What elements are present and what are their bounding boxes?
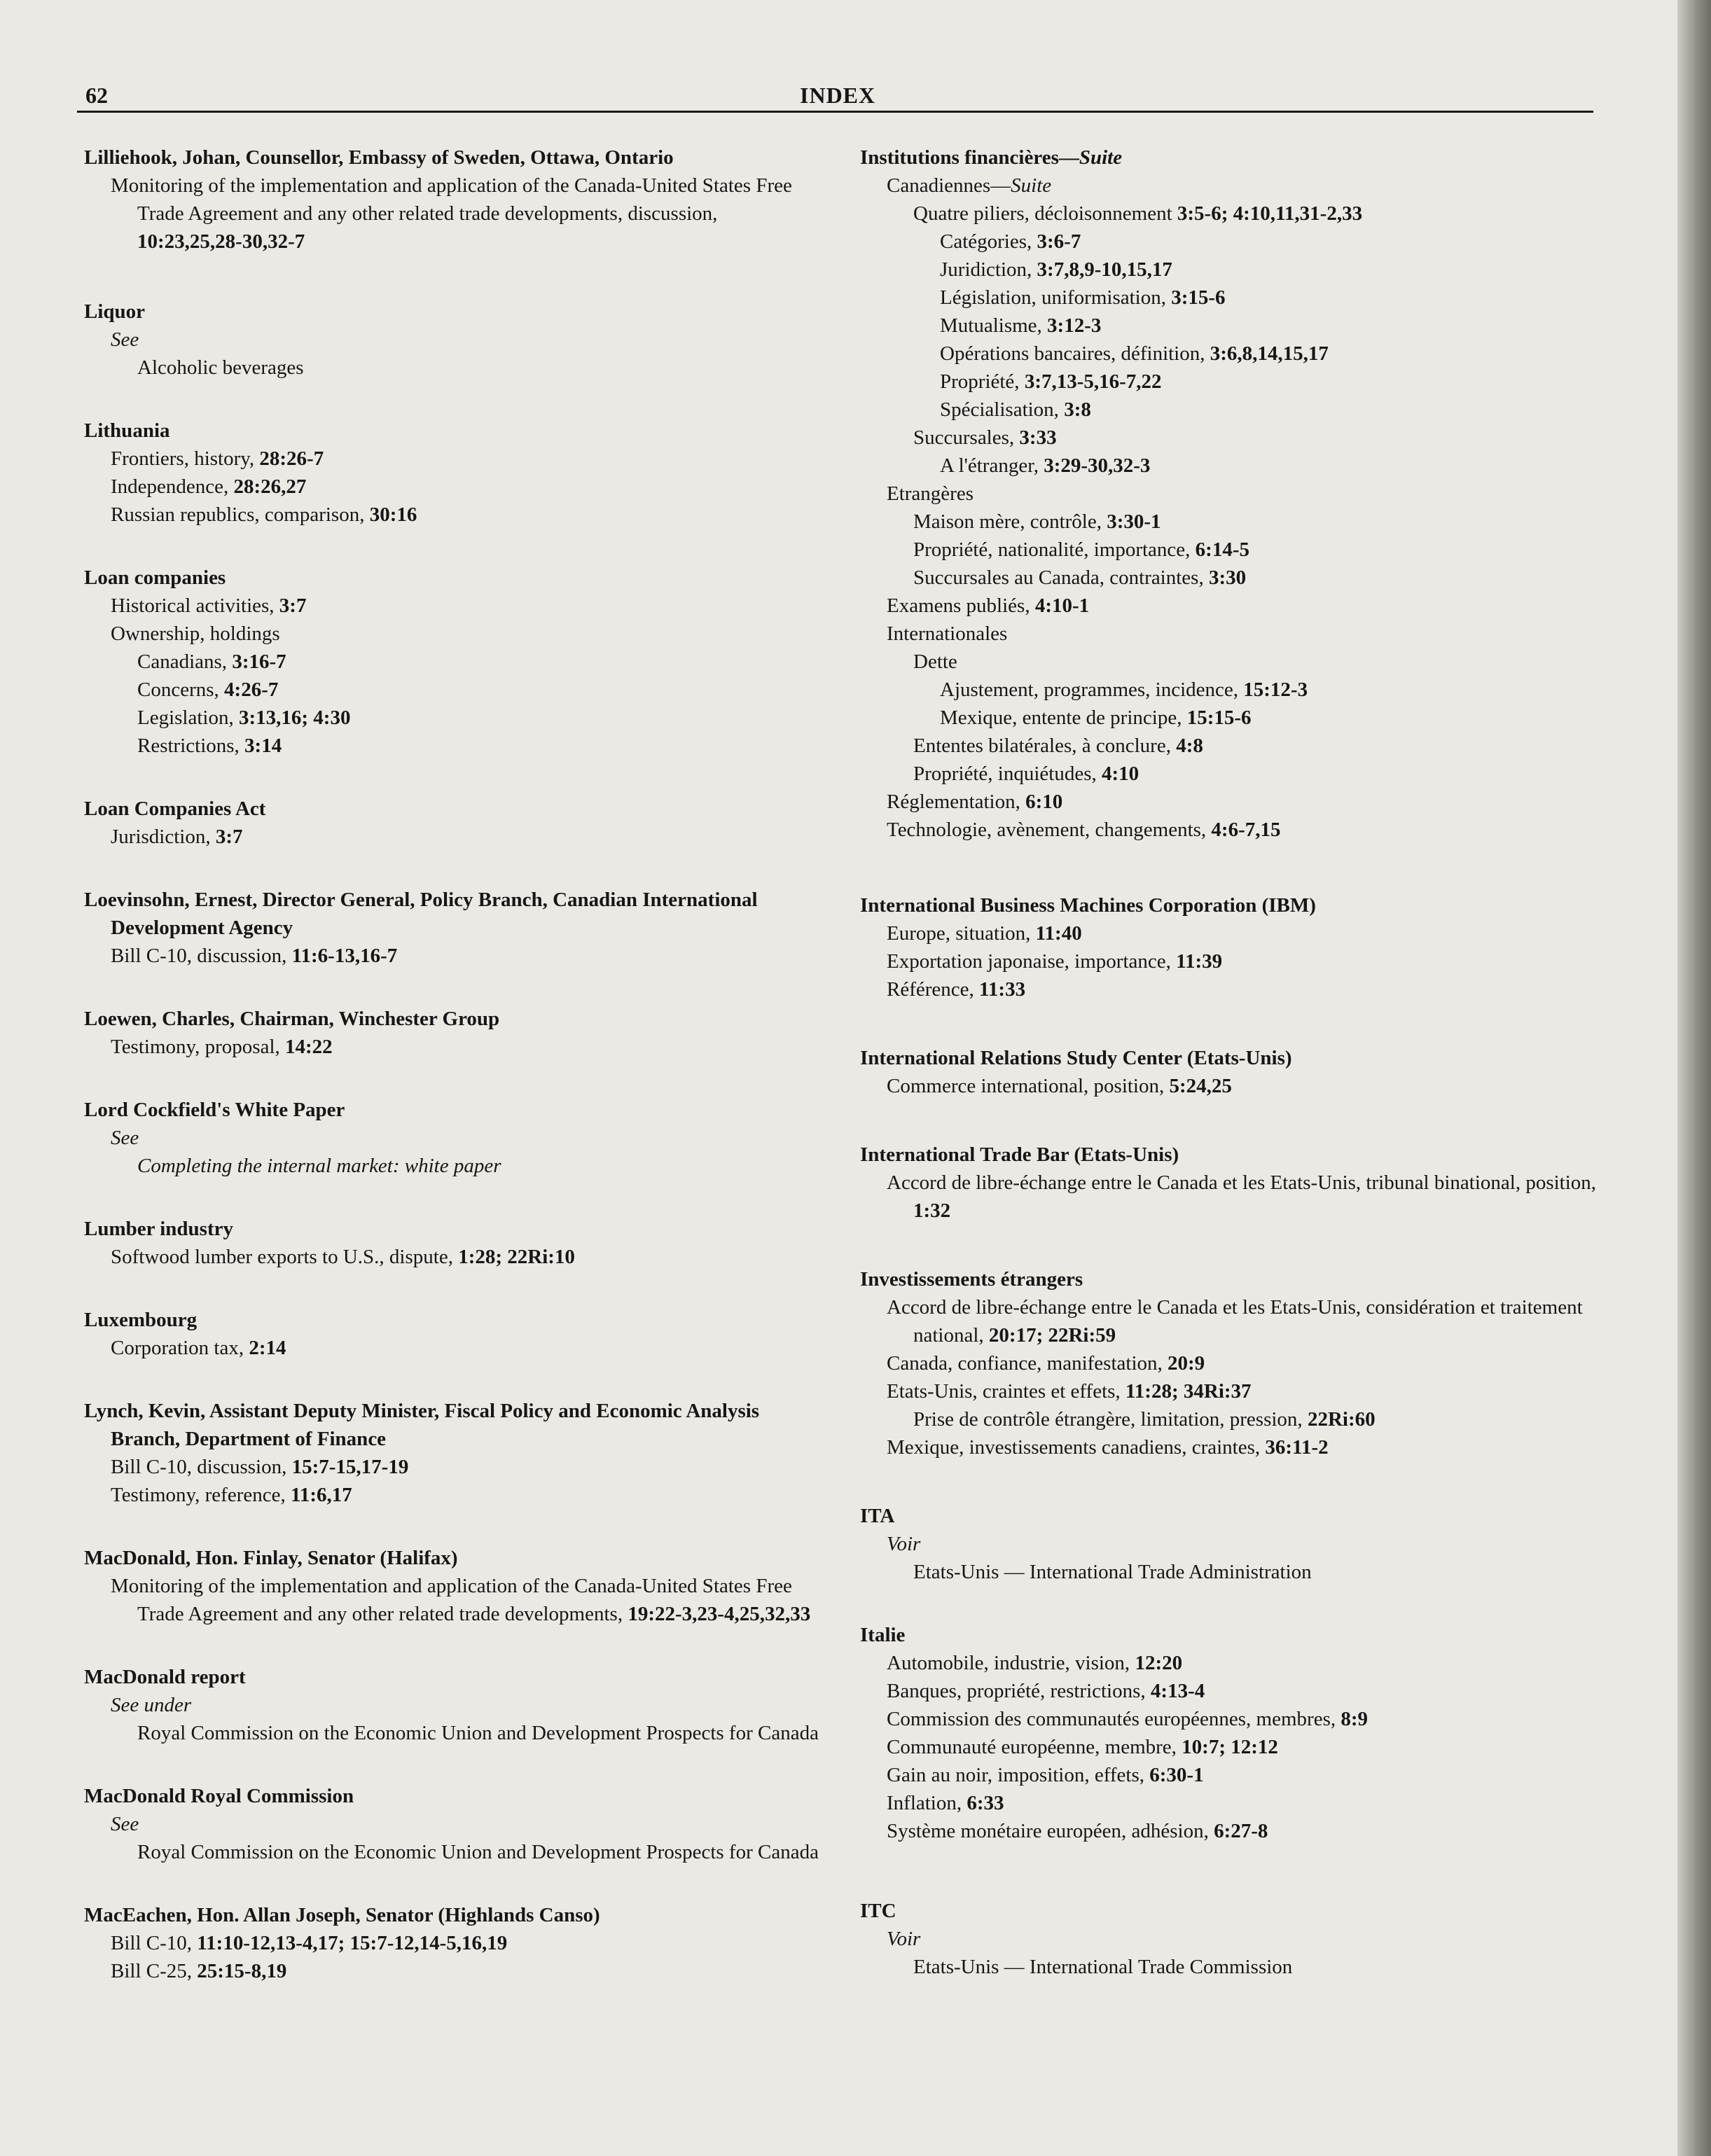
index-entry <box>860 1897 1613 1981</box>
book-spine <box>1677 0 1711 2156</box>
subentry <box>860 1789 1613 1817</box>
subentry <box>860 648 1613 676</box>
page-reference: 11:40 <box>1035 922 1082 945</box>
page-reference: 28:26-7 <box>259 447 324 470</box>
subentry <box>84 1033 826 1061</box>
subentry-text: Juridiction, <box>940 258 1037 281</box>
index-entry <box>860 1141 1613 1225</box>
page-reference: 11:33 <box>979 978 1026 1001</box>
entry-heading <box>860 1502 1613 1530</box>
entry-heading <box>84 1096 826 1124</box>
page-reference: 20:9 <box>1168 1352 1205 1375</box>
subentry-text: Monitoring of the implementation and application of the Canada-United States Free Trade Agreement and any other related trade developments, discussion, <box>111 174 792 225</box>
heading-text: Lithuania <box>84 419 170 442</box>
subentry <box>860 1677 1613 1705</box>
subentry <box>860 760 1613 788</box>
subentry-text: Concerns, <box>137 679 225 701</box>
subentry <box>84 1243 826 1271</box>
subentry <box>860 200 1613 228</box>
subentry-text: Succursales au Canada, contraintes, <box>913 566 1209 589</box>
subentry-text: Ajustement, programmes, incidence, <box>940 679 1244 701</box>
index-entry <box>84 1215 826 1271</box>
see-label: Completing the internal market: white paper <box>137 1155 501 1177</box>
subentry-text: Succursales, <box>913 426 1020 449</box>
page-reference: 15:12-3 <box>1243 679 1308 701</box>
entry-heading <box>84 886 826 942</box>
page-reference: 36:11-2 <box>1265 1436 1329 1459</box>
running-head: INDEX <box>800 83 876 108</box>
subentry-text: Maison mère, contrôle, <box>913 510 1107 533</box>
subentry-text: Catégories, <box>940 230 1037 253</box>
page-reference: 15:15-6 <box>1186 707 1252 729</box>
see-label: See under <box>111 1694 192 1716</box>
index-entry <box>84 1306 826 1362</box>
entry-heading <box>84 1901 826 1929</box>
subentry-text: Accord de libre-échange entre le Canada et les Etats-Unis, tribunal binational, position, <box>887 1171 1597 1194</box>
subentry-text: Canadiennes— <box>887 174 1011 197</box>
subentry-text: Mexique, investissements canadiens, craintes, <box>887 1436 1266 1459</box>
index-entry <box>84 1663 826 1747</box>
heading-text: International Relations Study Center (Etats-Unis) <box>860 1047 1292 1069</box>
entry-heading <box>84 1005 826 1033</box>
page-reference: 8:9 <box>1341 1708 1369 1730</box>
subentry <box>860 732 1613 760</box>
page-reference: 4:8 <box>1176 735 1203 757</box>
right-column <box>860 144 1613 1981</box>
index-entry <box>84 886 826 970</box>
index-entry <box>84 298 826 382</box>
subentry-text: Etrangères <box>887 482 974 505</box>
subentry <box>860 480 1613 508</box>
subentry <box>84 1334 826 1362</box>
left-column <box>84 144 826 1985</box>
page-reference: 1:28; 22Ri:10 <box>458 1246 575 1268</box>
heading-text: Loan Companies Act <box>84 798 266 820</box>
subentry-text: Système monétaire européen, adhésion, <box>887 1820 1214 1842</box>
subentry <box>860 172 1613 200</box>
subentry-text: Europe, situation, <box>887 922 1036 945</box>
entry-heading <box>860 144 1613 172</box>
subentry-text: Etats-Unis — International Trade Commission <box>913 1956 1293 1978</box>
page-reference: 4:26-7 <box>224 679 279 701</box>
entry-heading <box>84 144 826 172</box>
subentry <box>84 445 826 473</box>
subentry <box>860 1705 1613 1733</box>
heading-text: MacEachen, Hon. Allan Joseph, Senator (Highlands Canso) <box>84 1904 600 1926</box>
page-reference: 11:10-12,13-4,17; 15:7-12,14-5,16,19 <box>197 1932 508 1954</box>
subentry <box>84 473 826 501</box>
subentry-text: Spécialisation, <box>940 398 1065 421</box>
subentry <box>860 788 1613 816</box>
entry-heading <box>860 1265 1613 1293</box>
entry-heading <box>860 1141 1613 1169</box>
entry-heading <box>84 564 826 592</box>
subentry <box>860 1649 1613 1677</box>
entry-heading <box>84 1397 826 1453</box>
subentry <box>860 368 1613 396</box>
entry-heading <box>84 298 826 326</box>
index-entry <box>860 1265 1613 1461</box>
subentry <box>84 942 826 970</box>
index-entry <box>84 144 826 256</box>
subentry <box>84 1481 826 1509</box>
subentry <box>84 172 826 256</box>
subentry-text: Bill C-10, <box>111 1932 198 1954</box>
page-reference: 10:7; 12:12 <box>1182 1736 1278 1758</box>
subentry-text: Etats-Unis — International Trade Administration <box>913 1561 1312 1583</box>
subentry <box>84 823 826 851</box>
subentry-text: Etats-Unis, craintes et effets, <box>887 1380 1125 1403</box>
page-reference: 3:6-7 <box>1037 230 1081 253</box>
subentry <box>860 536 1613 564</box>
subentry <box>84 1719 826 1747</box>
page-reference: 6:10 <box>1025 791 1063 813</box>
subentry <box>860 452 1613 480</box>
index-entry <box>84 1005 826 1061</box>
page-reference: 6:33 <box>967 1792 1004 1814</box>
subentry <box>860 1349 1613 1377</box>
subentry-text: Independence, <box>111 475 234 498</box>
subentry-text: Softwood lumber exports to U.S., dispute, <box>111 1246 459 1268</box>
subentry <box>860 564 1613 592</box>
subentry <box>84 501 826 529</box>
subentry <box>860 816 1613 844</box>
index-entry <box>84 1782 826 1866</box>
entry-heading <box>84 1215 826 1243</box>
subentry <box>860 1817 1613 1845</box>
index-entry <box>860 1621 1613 1845</box>
see-label: See <box>111 328 139 351</box>
index-entry <box>84 1544 826 1628</box>
page-reference: 3:14 <box>244 735 282 757</box>
page-reference: 3:30 <box>1208 566 1247 589</box>
subentry-text: Mutualisme, <box>940 314 1048 337</box>
subentry-text: Alcoholic beverages <box>137 356 304 379</box>
page-reference: 1:32 <box>913 1199 951 1222</box>
page-reference: 20:17; 22Ri:59 <box>988 1324 1116 1347</box>
page-reference: 3:7,8,9-10,15,17 <box>1037 258 1172 281</box>
cross-reference <box>84 1124 826 1152</box>
subentry-text: Canadians, <box>137 651 233 673</box>
subentry <box>860 508 1613 536</box>
page-reference: 2:14 <box>249 1337 286 1359</box>
heading-text: Loan companies <box>84 566 226 589</box>
subentry <box>84 676 826 704</box>
page-reference: 3:5-6; 4:10,11,31-2,33 <box>1177 202 1363 225</box>
subentry-suite: Suite <box>1011 174 1052 197</box>
heading-text: ITC <box>860 1900 896 1922</box>
subentry-text: A l'étranger, <box>940 454 1044 477</box>
subentry-text: Historical activities, <box>111 594 279 617</box>
subentry-text: Russian republics, comparison, <box>111 503 370 526</box>
subentry-text: Legislation, <box>137 707 239 729</box>
see-label: Voir <box>887 1533 921 1555</box>
page-reference: 3:12-3 <box>1047 314 1102 337</box>
index-entry <box>84 564 826 760</box>
heading-text: Investissements étrangers <box>860 1268 1083 1291</box>
index-entry <box>860 891 1613 1003</box>
page-reference: 3:29-30,32-3 <box>1044 454 1151 477</box>
subentry-text: Technologie, avènement, changements, <box>887 819 1212 841</box>
page-reference: 6:30-1 <box>1149 1764 1204 1786</box>
page-reference: 25:15-8,19 <box>197 1960 287 1982</box>
subentry-text: Référence, <box>887 978 980 1001</box>
page-reference: 6:14-5 <box>1195 538 1249 561</box>
subentry <box>860 975 1613 1003</box>
subentry <box>84 704 826 732</box>
page-reference: 3:7 <box>279 594 307 617</box>
index-entry <box>860 144 1613 844</box>
entry-heading <box>860 1621 1613 1649</box>
heading-text: ITA <box>860 1505 895 1527</box>
subentry-text: Accord de libre-échange entre le Canada et les Etats-Unis, considération et traitement national, <box>887 1296 1583 1347</box>
index-entry <box>860 1044 1613 1100</box>
page-reference: 4:13-4 <box>1150 1680 1205 1702</box>
subentry <box>860 704 1613 732</box>
subentry <box>84 1838 826 1866</box>
index-entry <box>860 1502 1613 1586</box>
page-reference: 11:39 <box>1176 950 1223 973</box>
subentry-text: Bill C-10, discussion, <box>111 1456 292 1478</box>
subentry <box>860 312 1613 340</box>
entry-heading <box>84 795 826 823</box>
heading-suite: Suite <box>1079 146 1123 169</box>
index-entry <box>84 1901 826 1985</box>
page-reference: 10:23,25,28-30,32-7 <box>137 230 305 253</box>
heading-text: MacDonald, Hon. Finlay, Senator (Halifax) <box>84 1547 458 1569</box>
page-reference: 22Ri:60 <box>1307 1408 1376 1431</box>
page-reference: 3:7 <box>215 826 243 848</box>
heading-text: MacDonald report <box>84 1666 246 1688</box>
subentry <box>84 732 826 760</box>
subentry <box>860 947 1613 975</box>
subentry <box>860 919 1613 947</box>
index-entry <box>84 417 826 529</box>
heading-text: Loevinsohn, Ernest, Director General, Policy Branch, Canadian International Development Agency <box>84 889 758 939</box>
page-reference: 11:6,17 <box>290 1484 352 1506</box>
subentry <box>84 648 826 676</box>
page-reference: 3:16-7 <box>232 651 286 673</box>
entry-heading <box>84 1663 826 1691</box>
subentry <box>860 1433 1613 1461</box>
page-reference: 3:7,13-5,16-7,22 <box>1024 370 1162 393</box>
heading-text: Italie <box>860 1624 906 1646</box>
subentry <box>860 676 1613 704</box>
subentry-text: Propriété, nationalité, importance, <box>913 538 1196 561</box>
page-reference: 6:27-8 <box>1214 1820 1268 1842</box>
subentry <box>84 1957 826 1985</box>
subentry-text: Réglementation, <box>887 791 1026 813</box>
subentry-text: Propriété, <box>940 370 1025 393</box>
subentry-text: Gain au noir, imposition, effets, <box>887 1764 1150 1786</box>
subentry-text: Propriété, inquiétudes, <box>913 763 1102 785</box>
subentry-text: Communauté européenne, membre, <box>887 1736 1182 1758</box>
subentry <box>860 1072 1613 1100</box>
page-reference: 3:6,8,14,15,17 <box>1210 342 1329 365</box>
see-label: Voir <box>887 1928 921 1950</box>
subentry <box>860 1558 1613 1586</box>
cross-reference <box>84 326 826 354</box>
subentry-text: Commerce international, position, <box>887 1075 1170 1097</box>
subentry-text: Ownership, holdings <box>111 623 280 645</box>
page-reference: 4:10-1 <box>1034 594 1090 617</box>
subentry <box>860 228 1613 256</box>
heading-text: Luxembourg <box>84 1309 198 1331</box>
subentry-text: Jurisdiction, <box>111 826 216 848</box>
page-reference: 3:8 <box>1064 398 1091 421</box>
heading-text: Lord Cockfield's White Paper <box>84 1099 345 1121</box>
subentry-text: Bill C-25, <box>111 1960 198 1982</box>
index-entry <box>84 1096 826 1180</box>
entry-heading <box>84 1782 826 1810</box>
subentry <box>84 592 826 620</box>
page-reference: 3:30-1 <box>1107 510 1161 533</box>
page-reference: 30:16 <box>369 503 417 526</box>
subentry-text: Frontiers, history, <box>111 447 260 470</box>
subentry-text: Automobile, industrie, vision, <box>887 1652 1135 1674</box>
page-reference: 4:6-7,15 <box>1211 819 1281 841</box>
subentry-text: Commission des communautés européennes, membres, <box>887 1708 1341 1730</box>
subentry-text: Monitoring of the implementation and application of the Canada-United States Free Trade Agreement and any other related trade developments, <box>111 1575 792 1625</box>
entry-heading <box>84 417 826 445</box>
entry-heading <box>860 1044 1613 1072</box>
subentry-text: Examens publiés, <box>887 594 1035 617</box>
page-reference: 3:13,16; 4:30 <box>238 707 351 729</box>
subentry <box>860 1761 1613 1789</box>
subentry <box>860 620 1613 648</box>
subentry <box>84 1929 826 1957</box>
index-entry <box>84 1397 826 1509</box>
subentry-text: Exportation japonaise, importance, <box>887 950 1177 973</box>
subentry <box>860 1169 1613 1225</box>
page-reference: 11:28; 34Ri:37 <box>1125 1380 1252 1403</box>
cross-reference <box>860 1530 1613 1558</box>
heading-text: Institutions financières— <box>860 146 1079 169</box>
cross-reference <box>84 1691 826 1719</box>
page-number: 62 <box>85 83 108 108</box>
subentry-text: Testimony, proposal, <box>111 1036 286 1058</box>
subentry-text: Royal Commission on the Economic Union and Development Prospects for Canada <box>137 1841 819 1863</box>
heading-text: MacDonald Royal Commission <box>84 1785 354 1807</box>
heading-text: International Business Machines Corporation (IBM) <box>860 894 1316 917</box>
page-reference: 15:7-15,17-19 <box>291 1456 409 1478</box>
page-reference: 28:26,27 <box>233 475 307 498</box>
entry-heading <box>860 1897 1613 1925</box>
subentry-text: Royal Commission on the Economic Union and Development Prospects for Canada <box>137 1722 819 1744</box>
subentry-text: Testimony, reference, <box>111 1484 291 1506</box>
subentry <box>84 354 826 382</box>
subentry-text: Quatre piliers, décloisonnement <box>913 202 1177 225</box>
subentry-text: Internationales <box>887 623 1008 645</box>
subentry-text: Dette <box>913 651 957 673</box>
header-rule <box>77 111 1593 113</box>
see-label: See <box>111 1813 139 1835</box>
subentry <box>860 1293 1613 1349</box>
subentry <box>84 620 826 648</box>
subentry-text: Opérations bancaires, définition, <box>940 342 1210 365</box>
subentry-text: Corporation tax, <box>111 1337 249 1359</box>
subentry-text: Législation, uniformisation, <box>940 286 1172 309</box>
subentry <box>860 1953 1613 1981</box>
page-header <box>85 77 1593 112</box>
subentry <box>84 1453 826 1481</box>
subentry-text: Prise de contrôle étrangère, limitation, pression, <box>913 1408 1308 1431</box>
page-reference: 5:24,25 <box>1169 1075 1232 1097</box>
cross-reference <box>84 1152 826 1180</box>
heading-text: Lilliehook, Johan, Counsellor, Embassy of Sweden, Ottawa, Ontario <box>84 146 674 169</box>
entry-heading <box>84 1544 826 1572</box>
see-label: See <box>111 1127 139 1149</box>
page-reference: 19:22-3,23-4,25,32,33 <box>628 1603 811 1625</box>
subentry-text: Inflation, <box>887 1792 967 1814</box>
cross-reference <box>860 1925 1613 1953</box>
heading-text: Lynch, Kevin, Assistant Deputy Minister, Fiscal Policy and Economic Analysis Branch, Department of Finance <box>84 1400 760 1450</box>
subentry <box>860 424 1613 452</box>
subentry <box>860 1377 1613 1405</box>
page-reference: 4:10 <box>1102 763 1139 785</box>
subentry-text: Banques, propriété, restrictions, <box>887 1680 1151 1702</box>
subentry-text: Canada, confiance, manifestation, <box>887 1352 1168 1375</box>
page-reference: 11:6-13,16-7 <box>291 945 398 967</box>
heading-text: Liquor <box>84 300 146 323</box>
heading-text: Lumber industry <box>84 1218 233 1240</box>
page-reference: 3:15-6 <box>1171 286 1226 309</box>
page-reference: 12:20 <box>1135 1652 1183 1674</box>
heading-text: Loewen, Charles, Chairman, Winchester Group <box>84 1008 500 1030</box>
subentry <box>860 340 1613 368</box>
page-reference: 3:33 <box>1019 426 1057 449</box>
subentry-text: Mexique, entente de principe, <box>940 707 1187 729</box>
subentry <box>860 256 1613 284</box>
subentry-text: Restrictions, <box>137 735 245 757</box>
cross-reference <box>84 1810 826 1838</box>
subentry <box>860 396 1613 424</box>
subentry <box>860 1405 1613 1433</box>
page-reference: 14:22 <box>285 1036 333 1058</box>
entry-heading <box>84 1306 826 1334</box>
subentry <box>84 1572 826 1628</box>
subentry <box>860 592 1613 620</box>
subentry-text: Ententes bilatérales, à conclure, <box>913 735 1177 757</box>
subentry <box>860 1733 1613 1761</box>
entry-heading <box>860 891 1613 919</box>
subentry <box>860 284 1613 312</box>
index-entry <box>84 795 826 851</box>
subentry-text: Bill C-10, discussion, <box>111 945 292 967</box>
heading-text: International Trade Bar (Etats-Unis) <box>860 1143 1179 1166</box>
